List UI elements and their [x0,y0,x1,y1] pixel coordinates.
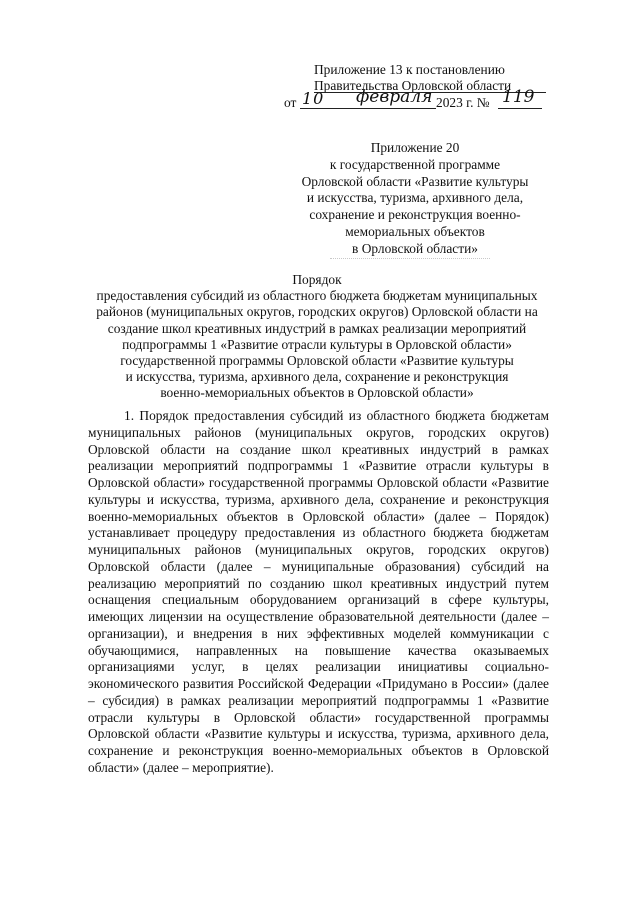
appendix-block [270,140,560,258]
appendix-line: в Орловской области» [352,240,478,256]
attachment-line-2-text: Правительства Орловской области [314,77,512,93]
appendix-line: Приложение 20 [370,140,460,155]
number-underline [498,108,542,109]
title-line: районов (муниципальных округов, городских округов) Орловской области на [96,304,538,320]
title-line: Порядок [292,272,342,287]
handwritten-month: февраля [356,87,433,107]
date-prefix: от [284,95,297,110]
date-underline [300,108,436,109]
title-line: создание школ креативных индустрий в рамках реализации мероприятий [107,320,527,336]
title-line: предоставления субсидий из областного бюджета бюджетам муниципальных [96,288,538,304]
faint-dotted-mark [330,258,490,261]
body-paragraph-1: 1. Порядок предоставления субсидий из областного бюджета бюджетам муниципальных районов (муниципальных округов, городских округов) Орловской области на создание школ креативных индустрий в рамках реализации мероприятий подпрограммы 1 «Развитие отрасли культуры в Орловской области» государственной программы Орловской области «Развитие культуры и искусства, туризма, архивного дела, сохранение и реконструкция военно-мемориальных объектов в Орловской области» (далее – Порядок) устанавливает процедуру предоставления из областного бюджета бюджетам муниципальных районов (муниципальных округов, городских округов) Орловской области (далее – муниципальные образования) субсидий на реализацию мероприятий по созданию школ креативных индустрий путем оснащения специальным оборудованием организаций в сфере культуры, имеющих лицензии на осуществление образовательной деятельности (далее – организации), и внедрения в них эффективных моделей коммуникации с обучающимися, направленных на повышение качества оказываемых организациями услуг, в целях реализации инициативы социально-экономического развития Российской Федерации «Придумано в России» (далее – субсидия) в рамках реализации мероприятий подпрограммы 1 «Развитие отрасли культуры в Орловской области» государственной программы Орловской области «Развитие культуры и искусства, туризма, архивного дела, сохранение и реконструкция военно-мемориальных объектов в Орловской области» (далее – мероприятие). [88,408,549,775]
title-line: подпрограммы 1 «Развитие отрасли культуры в Орловской области» [122,336,512,352]
date-year-text: 2023 г. № [436,95,490,110]
appendix-line: мемориальных объектов [345,223,485,239]
title-line: государственной программы Орловской области «Развитие культуры [120,353,514,369]
attachment-header [284,62,584,111]
attachment-date-row [284,87,584,111]
appendix-line: к государственной программе [329,156,501,172]
handwritten-day: 10 [302,89,325,108]
appendix-line: сохранение и реконструкция военно- [309,207,521,223]
title-line: и искусства, туризма, архивного дела, сохранение и реконструкция [125,369,509,385]
appendix-line: Орловской области «Развитие культуры [301,173,529,189]
title-line: военно-мемориальных объектов в Орловской области» [160,385,474,401]
appendix-line: и искусства, туризма, архивного дела, [306,190,524,206]
attachment-line-1: Приложение 13 к постановлению [314,62,505,77]
handwritten-number: 119 [502,87,535,107]
document-title [60,272,574,402]
